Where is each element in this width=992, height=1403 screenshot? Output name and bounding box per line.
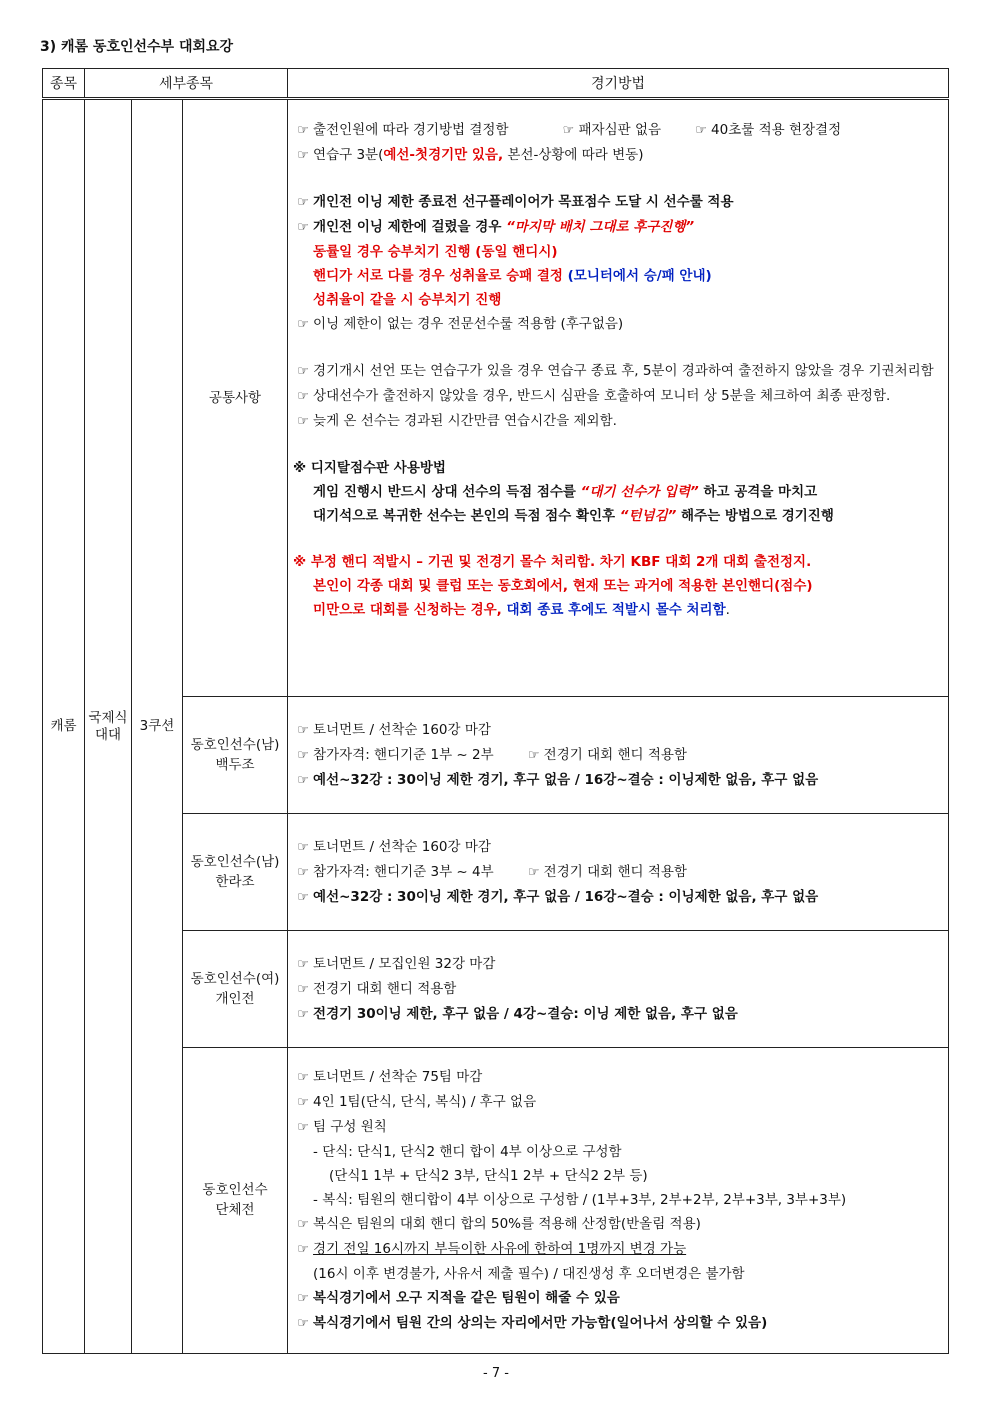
common-line-13: 게임 진행시 반드시 상대 선수의 득점 점수를 “대기 선수가 입력” 하고 공격을 마치고 <box>313 484 818 500</box>
halla-content <box>288 814 949 931</box>
common-line-9: ☞ 경기개시 선언 또는 연습구가 있을 경우 연습구 종료 후, 5분이 경과하여 출전하지 않았을 경우 기권처리함 <box>293 359 944 384</box>
hand-icon: ☞ <box>297 1095 309 1110</box>
header-method: 경기방법 <box>288 69 949 99</box>
team-label: 동호인선수 단체전 <box>183 1048 288 1354</box>
common-line-6: 핸디가 서로 다를 경우 성취율로 승패 결정 (모니터에서 승/패 안내) <box>313 268 712 284</box>
event-cell: 캐롬 <box>43 99 85 1354</box>
team-line-11: ☞ 복식경기에서 팀원 간의 상의는 자리에서만 가능함(일어나서 상의할 수 있음) <box>293 1311 944 1336</box>
common-line-17: 미만으로 대회를 신청하는 경우, 대회 종료 후에도 적발시 몰수 처리함. <box>313 602 730 618</box>
hand-icon: ☞ <box>527 747 540 763</box>
common-line-7: 성취율이 같을 시 승부치기 진행 <box>313 292 502 308</box>
baekdu-label: 동호인선수(남) 백두조 <box>183 697 288 814</box>
sub1-cell <box>85 99 132 1354</box>
women-content <box>288 931 949 1048</box>
hand-icon: ☞ <box>297 1217 309 1232</box>
women-line-3: ☞ 전경기 30이닝 제한, 후구 없음 / 4강~결승: 이닝 제한 없음, 후구 없음 <box>293 1002 944 1027</box>
hand-icon: ☞ <box>562 123 575 138</box>
baekdu-line-1: ☞ 토너먼트 / 선착순 160강 마감 <box>293 718 944 743</box>
hand-icon: ☞ <box>297 1291 309 1306</box>
hand-icon: ☞ <box>297 722 309 738</box>
team-line-1: ☞ 토너먼트 / 선착순 75팀 마감 <box>293 1065 944 1090</box>
women-label: 동호인선수(여) 개인전 <box>183 931 288 1048</box>
row-common <box>43 99 949 697</box>
common-line-5: 동률일 경우 승부치기 진행 (동일 핸디시) <box>313 244 558 260</box>
hand-icon: ☞ <box>297 1070 309 1085</box>
common-content <box>288 99 949 697</box>
header-sub: 세부종목 <box>85 69 288 99</box>
hand-icon: ☞ <box>297 364 309 379</box>
header-event: 종목 <box>43 69 85 99</box>
hand-icon: ☞ <box>297 195 309 210</box>
common-line-16: 본인이 각종 대회 및 클럽 또는 동호회에서, 현재 또는 과거에 적용한 본인핸디(점수) <box>313 578 813 594</box>
hand-icon: ☞ <box>297 864 309 880</box>
hand-icon: ☞ <box>297 839 309 855</box>
baekdu-content <box>288 697 949 814</box>
hand-icon: ☞ <box>297 123 309 138</box>
hand-icon: ☞ <box>297 981 309 997</box>
team-line-6: - 복식: 팀원의 핸디합이 4부 이상으로 구성함 / (1부+3부, 2부+2부, 2부+3부, 3부+3부) <box>313 1192 847 1208</box>
header-row <box>43 69 949 99</box>
team-line-4: - 단식: 단식1, 단식2 핸디 합이 4부 이상으로 구성함 <box>313 1144 622 1160</box>
baekdu-line-3: ☞ 예선~32강 : 30이닝 제한 경기, 후구 없음 / 16강~결승 : 이닝제한 없음, 후구 없음 <box>293 768 944 793</box>
common-line-2: ☞ 연습구 3분(예선-첫경기만 있음, 본선-상황에 따라 변동) <box>293 143 944 168</box>
page-number: - 7 - <box>483 1366 509 1381</box>
hand-icon: ☞ <box>297 956 309 972</box>
team-line-5: (단식1 1부 + 단식2 3부, 단식1 2부 + 단식2 2부 등) <box>329 1168 648 1184</box>
common-line-10: ☞ 상대선수가 출전하지 않았을 경우, 반드시 심판을 호출하여 모니터 상 5분을 체크하여 최종 판정함. <box>293 384 944 409</box>
section-title: 3) 캐롬 동호인선수부 대회요강 <box>40 39 234 55</box>
hand-icon: ☞ <box>297 414 309 429</box>
rules-table <box>42 68 949 1354</box>
women-line-2: ☞ 전경기 대회 핸디 적용함 <box>293 977 944 1002</box>
common-line-8: ☞ 이닝 제한이 없는 경우 전문선수룰 적용함 (후구없음) <box>293 312 944 337</box>
team-content <box>288 1048 949 1354</box>
common-line-1: ☞ 출전인원에 따라 경기방법 결정함 ☞ 패자심판 없음 ☞ 40초룰 적용 현장결정 <box>293 118 944 143</box>
common-line-14: 대기석으로 복귀한 선수는 본인의 득점 점수 확인후 “턴넘김” 해주는 방법으로 경기진행 <box>313 508 834 524</box>
common-line-15: ※ 부정 핸디 적발시 – 기권 및 전경기 몰수 처리함. 차기 KBF 대회 2개 대회 출전정지. <box>293 554 812 570</box>
hand-icon: ☞ <box>297 747 309 763</box>
hand-icon: ☞ <box>297 889 309 905</box>
hand-icon: ☞ <box>297 389 309 404</box>
hand-icon: ☞ <box>297 1242 309 1257</box>
baekdu-line-2: ☞ 참가자격: 핸디기준 1부 ~ 2부 ☞ 전경기 대회 핸디 적용함 <box>293 743 944 768</box>
common-label: 공통사항 <box>183 99 288 697</box>
hand-icon: ☞ <box>297 1006 309 1022</box>
common-line-12: ※ 디지탈점수판 사용방법 <box>293 460 446 476</box>
common-line-11: ☞ 늦게 온 선수는 경과된 시간만큼 연습시간을 제외함. <box>293 409 944 434</box>
women-line-1: ☞ 토너먼트 / 모집인원 32강 마감 <box>293 952 944 977</box>
halla-line-3: ☞ 예선~32강 : 30이닝 제한 경기, 후구 없음 / 16강~결승 : 이닝제한 없음, 후구 없음 <box>293 885 944 910</box>
hand-icon: ☞ <box>297 1120 309 1135</box>
hand-icon: ☞ <box>297 1316 309 1331</box>
hand-icon: ☞ <box>297 220 309 235</box>
sub1-label: 국제식 대대 <box>88 709 128 743</box>
hand-icon: ☞ <box>297 148 309 163</box>
team-line-10: ☞ 복식경기에서 오구 지적을 같은 팀원이 해줄 수 있음 <box>293 1286 944 1311</box>
common-line-3: ☞ 개인전 이닝 제한 종료전 선구플레이어가 목표점수 도달 시 선수룰 적용 <box>293 190 944 215</box>
hand-icon: ☞ <box>297 317 309 332</box>
team-line-8: ☞ 경기 전일 16시까지 부득이한 사유에 한하여 1명까지 변경 가능 <box>293 1237 944 1262</box>
team-line-2: ☞ 4인 1팀(단식, 단식, 복식) / 후구 없음 <box>293 1090 944 1115</box>
hand-icon: ☞ <box>695 123 707 138</box>
team-line-9: (16시 이후 변경불가, 사유서 제출 필수) / 대진생성 후 오더변경은 불가함 <box>313 1266 745 1282</box>
halla-label: 동호인선수(남) 한라조 <box>183 814 288 931</box>
sub2-cell: 3쿠션 <box>132 99 183 1354</box>
hand-icon: ☞ <box>527 864 540 880</box>
common-line-4: ☞ 개인전 이닝 제한에 걸렸을 경우 “마지막 배치 그대로 후구진행” <box>293 215 944 240</box>
halla-line-2: ☞ 참가자격: 핸디기준 3부 ~ 4부 ☞ 전경기 대회 핸디 적용함 <box>293 860 944 885</box>
hand-icon: ☞ <box>297 772 309 788</box>
halla-line-1: ☞ 토너먼트 / 선착순 160강 마감 <box>293 835 944 860</box>
team-line-3: ☞ 팀 구성 원칙 <box>293 1115 944 1140</box>
team-line-7: ☞ 복식은 팀원의 대회 핸디 합의 50%를 적용해 산정함(반올림 적용) <box>293 1212 944 1237</box>
